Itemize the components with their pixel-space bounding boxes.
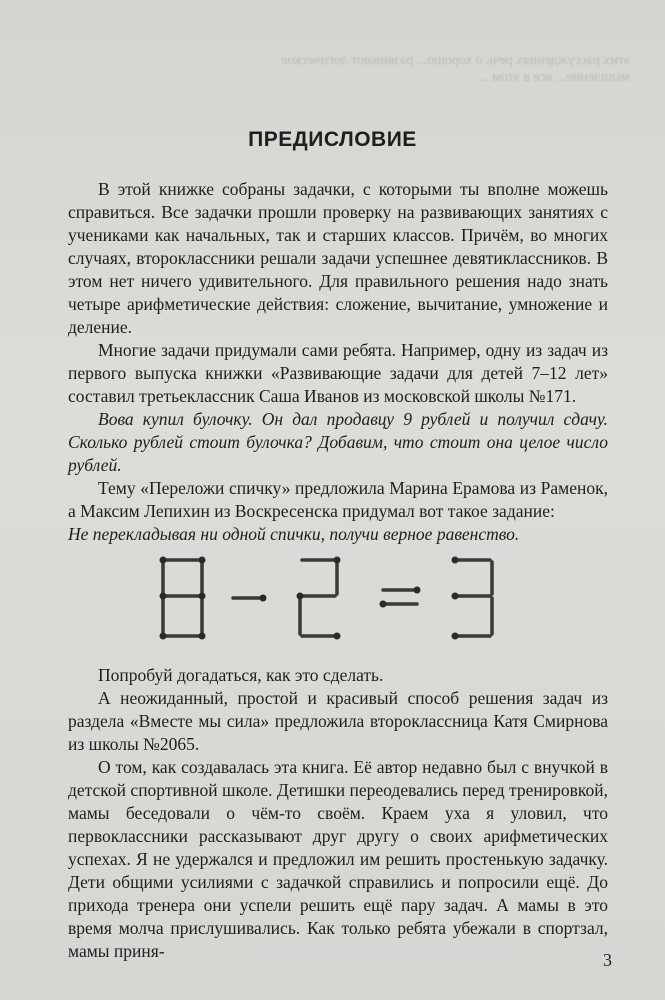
equals-sign — [383, 590, 417, 604]
matchstick-equation-figure — [145, 548, 525, 648]
bleed-through-text: этих рассуждениях речь о хорошо... развивают логическое мышление... все в этом ... — [281, 53, 630, 85]
page-number: 3 — [603, 950, 612, 970]
digit-two-heads — [297, 557, 341, 640]
paragraph-match-topic: Тему «Переложи спичку» предложила Марина Ерамова из Раменок, а Максим Лепихин из Воскресенска придумал вот такое задание: — [68, 478, 608, 521]
paragraph-together: А неожиданный, простой и красивый способ решения задач из раздела «Вместе мы сила» предложила второклассница Катя Смирнова из школы №2065. — [68, 688, 608, 754]
match-head — [260, 595, 267, 602]
paragraph-intro: В этой книжке собраны задачки, с которыми ты вполне можешь справиться. Все задачки прошли проверку на развивающих занятиях с учениками как начальных, так и старших классов. Причём, во многих случаях, второклассники решали задачи успешнее девятиклассников. В этом нет ничего удивительного. Для правильного решения надо знать четыре арифметические действия: сложение, вычитание, умножение и деление. — [68, 179, 608, 337]
digit-three — [457, 560, 492, 636]
paragraph-match-task: Не перекладывая ни одной спички, получи верное равенство. — [68, 524, 520, 544]
paragraph-try: Попробуй догадаться, как это сделать. — [98, 665, 384, 685]
digit-eight-heads — [160, 557, 206, 640]
page-title: ПРЕДИСЛОВИЕ — [248, 128, 417, 151]
paragraph-book-story: О том, как создавалась эта книга. Её автор недавно был с внучкой в детской спортивной школе. Детишки переодевались перед тренировкой, мамы беседовали о чём-то своём. Краем уха я уловил, что первоклассники рассказывают друг другу о своих арифметических успехах. Я не удержался и предложил им решить простенькую задачку. Дети общими усилиями с задачкой справились и попросили ещё. До прихода тренера они успели решить ещё пару задач. А мамы в это время молча прислушивались. Как только ребята убежали в спортзал, мамы приня- — [68, 757, 608, 961]
digit-eight — [163, 560, 202, 636]
paragraph-kids-tasks: Многие задачи придумали сами ребята. Например, одну из задач из первого выпуска книжки «Развивающие задачи для детей 7–12 лет» составил третьеклассник Саша Иванов из московской школы №171. — [68, 340, 608, 406]
digit-two — [300, 560, 337, 636]
digit-three-heads — [452, 557, 459, 640]
text-block-top — [68, 178, 608, 546]
text-block-bottom — [68, 664, 608, 963]
paragraph-bun-task: Вова купил булочку. Он дал продавцу 9 рублей и получил сдачу. Сколько рублей стоит булочка? Добавим, что стоит она целое число рублей. — [68, 409, 608, 475]
